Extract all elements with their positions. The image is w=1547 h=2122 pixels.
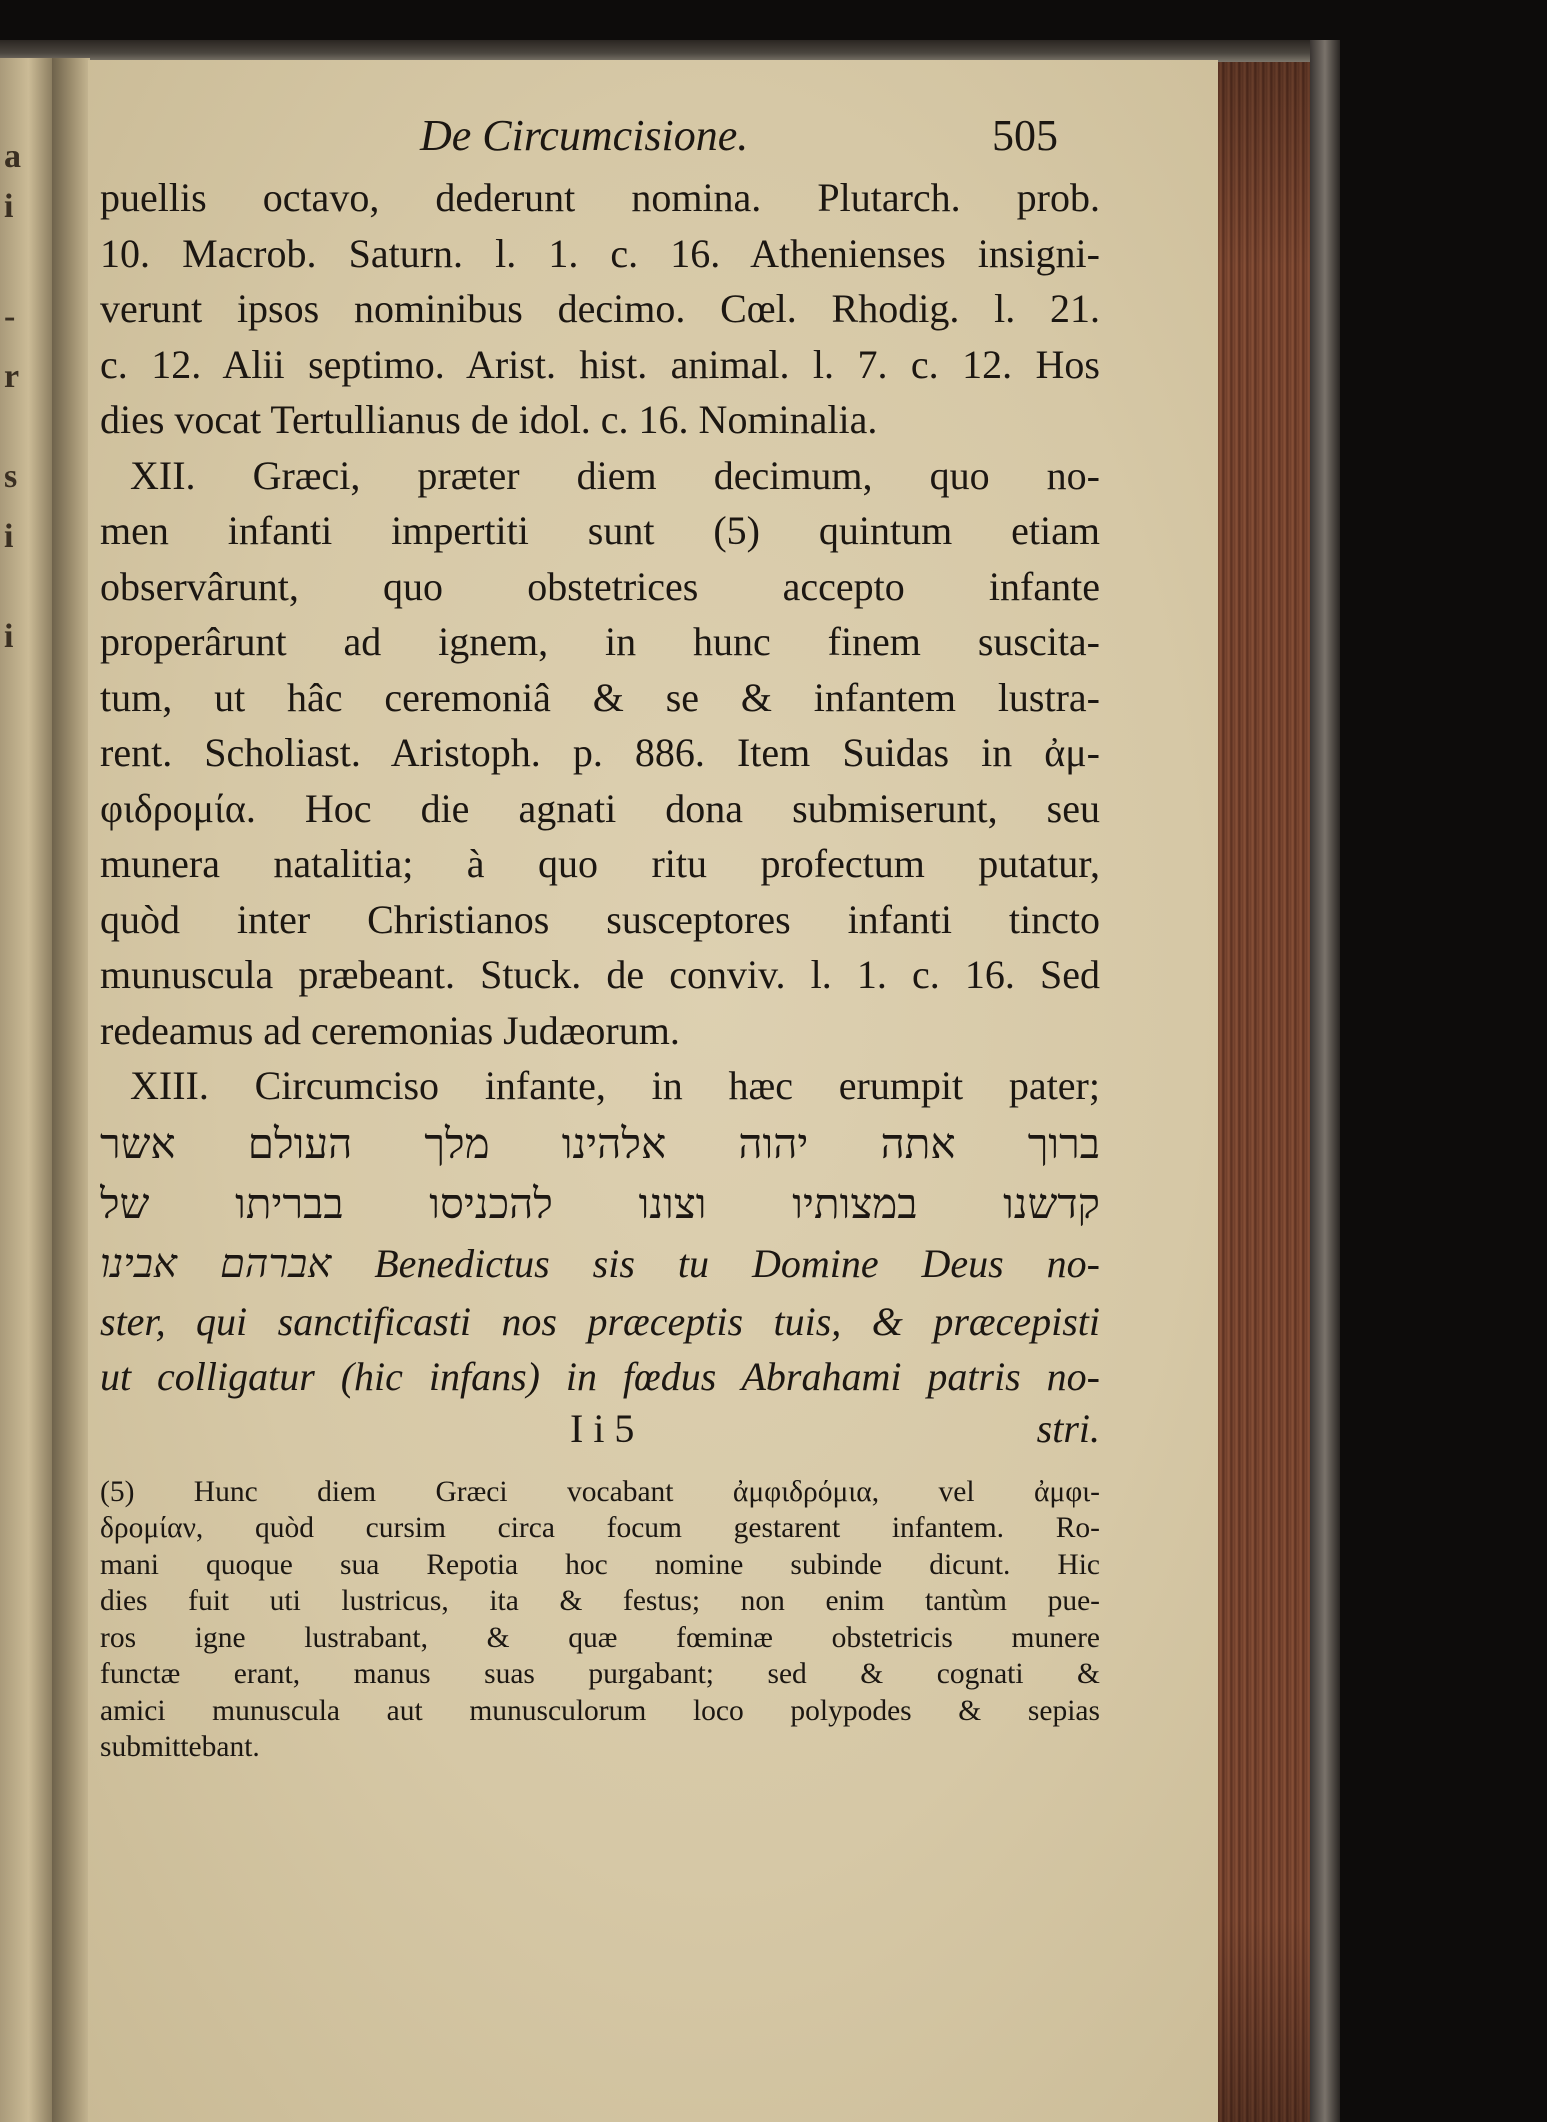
mixed-line: אברהם אבינו Benedictus sis tu Domine Deus no- bbox=[100, 1240, 1100, 1286]
text-line: verunt ipsos nominibus decimo. Cœl. Rhodig. l. 21. bbox=[100, 286, 1100, 331]
text-line: dies vocat Tertullianus de idol. c. 16. Nominalia. bbox=[100, 397, 878, 442]
page-fore-edge bbox=[1218, 62, 1310, 2122]
paragraph-3 bbox=[100, 1058, 1100, 1405]
text-line: tum, ut hâc ceremoniâ & se & infantem lustra- bbox=[100, 674, 1100, 720]
footnote-line: mani quoque sua Repotia hoc nomine subinde dicunt. Hic bbox=[100, 1548, 1100, 1581]
footnote-line: (5) Hunc diem Græci vocabant ἀμφιδρόμια, vel ἀμφι- bbox=[100, 1475, 1100, 1508]
text-line: φιδρομία. Hoc die agnati dona submiserunt, seu bbox=[100, 785, 1100, 831]
signature-mark: I i 5 bbox=[570, 1405, 635, 1451]
footnote-line: δρομίαν, quòd cursim circa focum gestarent infantem. Ro- bbox=[100, 1512, 1100, 1544]
footnote-line: submittebant. bbox=[100, 1731, 260, 1763]
text-line: ster, qui sanctificasti nos præceptis tuis, & præcepisti bbox=[100, 1298, 1100, 1344]
running-title: De Circumcisione. bbox=[420, 111, 749, 160]
footnote-line: functæ erant, manus suas purgabant; sed & cognati & bbox=[100, 1658, 1100, 1690]
text-line: c. 12. Alii septimo. Arist. hist. animal. l. 7. c. 12. Hos bbox=[100, 341, 1100, 387]
footnote-line: dies fuit uti lustricus, ita & festus; non enim tantùm pue- bbox=[100, 1585, 1100, 1617]
text-line: munera natalitia; à quo ritu profectum putatur, bbox=[100, 841, 1100, 886]
paragraph-1 bbox=[100, 170, 1100, 448]
text-line: ut colligatur (hic infans) in fœdus Abrahami patris no- bbox=[100, 1354, 1100, 1399]
footnote-line: ros igne lustrabant, & quæ fœminæ obstetricis munere bbox=[100, 1621, 1100, 1654]
text-line: men infanti impertiti sunt (5) quintum etiam bbox=[100, 508, 1100, 553]
text-line: XII. Græci, præter diem decimum, quo no- bbox=[130, 452, 1100, 498]
text-line: properârunt ad ignem, in hunc finem suscita- bbox=[100, 619, 1100, 664]
footnote bbox=[100, 1474, 1100, 1766]
page-number: 505 bbox=[992, 111, 1058, 160]
text-line: redeamus ad ceremonias Judæorum. bbox=[100, 1007, 680, 1053]
book-cover-edge bbox=[1310, 40, 1340, 2122]
facing-page-edge: a i - r s i i bbox=[0, 58, 52, 2122]
hebrew-line: ברוך אתה יהוה אלהינו מלך העולם אשר bbox=[100, 1118, 1100, 1168]
text-line: munuscula præbeant. Stuck. de conviv. l. 1. c. 16. Sed bbox=[100, 952, 1100, 997]
text-line: XIII. Circumciso infante, in hæc erumpit pater; bbox=[130, 1063, 1100, 1108]
text-line: puellis octavo, dederunt nomina. Plutarch. prob. bbox=[100, 175, 1100, 220]
text-line: quòd inter Christianos susceptores infanti tincto bbox=[100, 896, 1100, 942]
signature-line bbox=[100, 1405, 1100, 1460]
text-line: observârunt, quo obstetrices accepto infante bbox=[100, 563, 1100, 609]
text-line: 10. Macrob. Saturn. l. 1. c. 16. Athenienses insigni- bbox=[100, 230, 1100, 276]
text-line: rent. Scholiast. Aristoph. p. 886. Item Suidas in ἀμ- bbox=[100, 730, 1100, 775]
catchword: stri. bbox=[1036, 1405, 1100, 1451]
page-text bbox=[100, 110, 1100, 1766]
running-head bbox=[100, 110, 1100, 170]
book-top-edge bbox=[0, 40, 1330, 62]
gutter-shadow bbox=[52, 58, 90, 2122]
hebrew-line: קדשנו במצותיו וצונו להכניסו בבריתו של bbox=[100, 1178, 1100, 1228]
footnote-line: amici munuscula aut munusculorum loco polypodes & sepias bbox=[100, 1694, 1100, 1727]
paragraph-2 bbox=[100, 448, 1100, 1059]
